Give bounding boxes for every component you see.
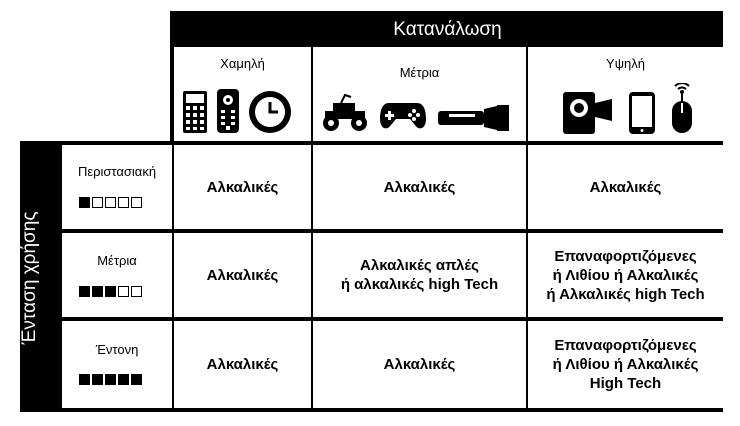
calculator-icon [182,90,208,134]
meter-square [105,197,116,208]
camcorder-icon [562,91,614,135]
meter-square [118,197,129,208]
tablet-icon [628,91,656,135]
column-header-high [528,47,723,141]
column-label-high: Υψηλή [606,56,645,71]
cell-moderate-low: Αλκαλικές [174,233,311,317]
cell-occasional-low: Αλκαλικές [174,145,311,229]
cell-moderate-medium: Αλκαλικές απλές ή αλκαλικές high Tech [313,233,526,317]
row-label-moderate [62,233,172,317]
usage-intensity-label: Ένταση χρήσης [19,211,40,345]
toy-car-icon [321,93,369,133]
meter-square [79,374,90,385]
meter-square [105,374,116,385]
intensity-meter-occasional [79,197,142,208]
meter-square [92,374,103,385]
row-label-moderate-text: Μέτρια [97,253,137,268]
consumption-title: Κατανάλωση [393,18,502,40]
meter-square [79,197,90,208]
clock-icon [248,90,292,134]
column-header-medium [313,47,526,141]
cell-intense-low: Αλκαλικές [174,321,311,408]
intensity-meter-intense [79,374,142,385]
cell-occasional-high: Αλκαλικές [528,145,723,229]
meter-square [131,374,142,385]
meter-square [92,197,103,208]
column-label-medium: Μέτρια [399,65,440,80]
meter-square [118,286,129,297]
intensity-meter-moderate [79,286,142,297]
cell-intense-medium: Αλκαλικές [313,321,526,408]
row-label-occasional [62,145,172,229]
flashlight-icon [437,103,511,133]
column-header-low [174,47,311,141]
row-label-occasional-text: Περιστασιακή [77,164,157,179]
wireless-mouse-icon [670,83,694,135]
meter-square [92,286,103,297]
meter-square [118,374,129,385]
row-label-intense [62,321,172,408]
column-label-low: Χαμηλή [220,56,265,71]
meter-square [131,286,142,297]
remote-control-icon [216,88,240,134]
cell-occasional-medium: Αλκαλικές [313,145,526,229]
cell-intense-high: Επαναφορτιζόμενες ή Λιθίου ή Αλκαλικές High Tech [528,321,723,408]
meter-square [105,286,116,297]
game-controller-icon [379,99,427,133]
meter-square [131,197,142,208]
cell-moderate-high: Επαναφορτιζόμενες ή Λιθίου ή Αλκαλικές ή Αλκαλικές high Tech [528,233,723,317]
meter-square [79,286,90,297]
row-label-intense-text: Έντονη [95,342,139,357]
